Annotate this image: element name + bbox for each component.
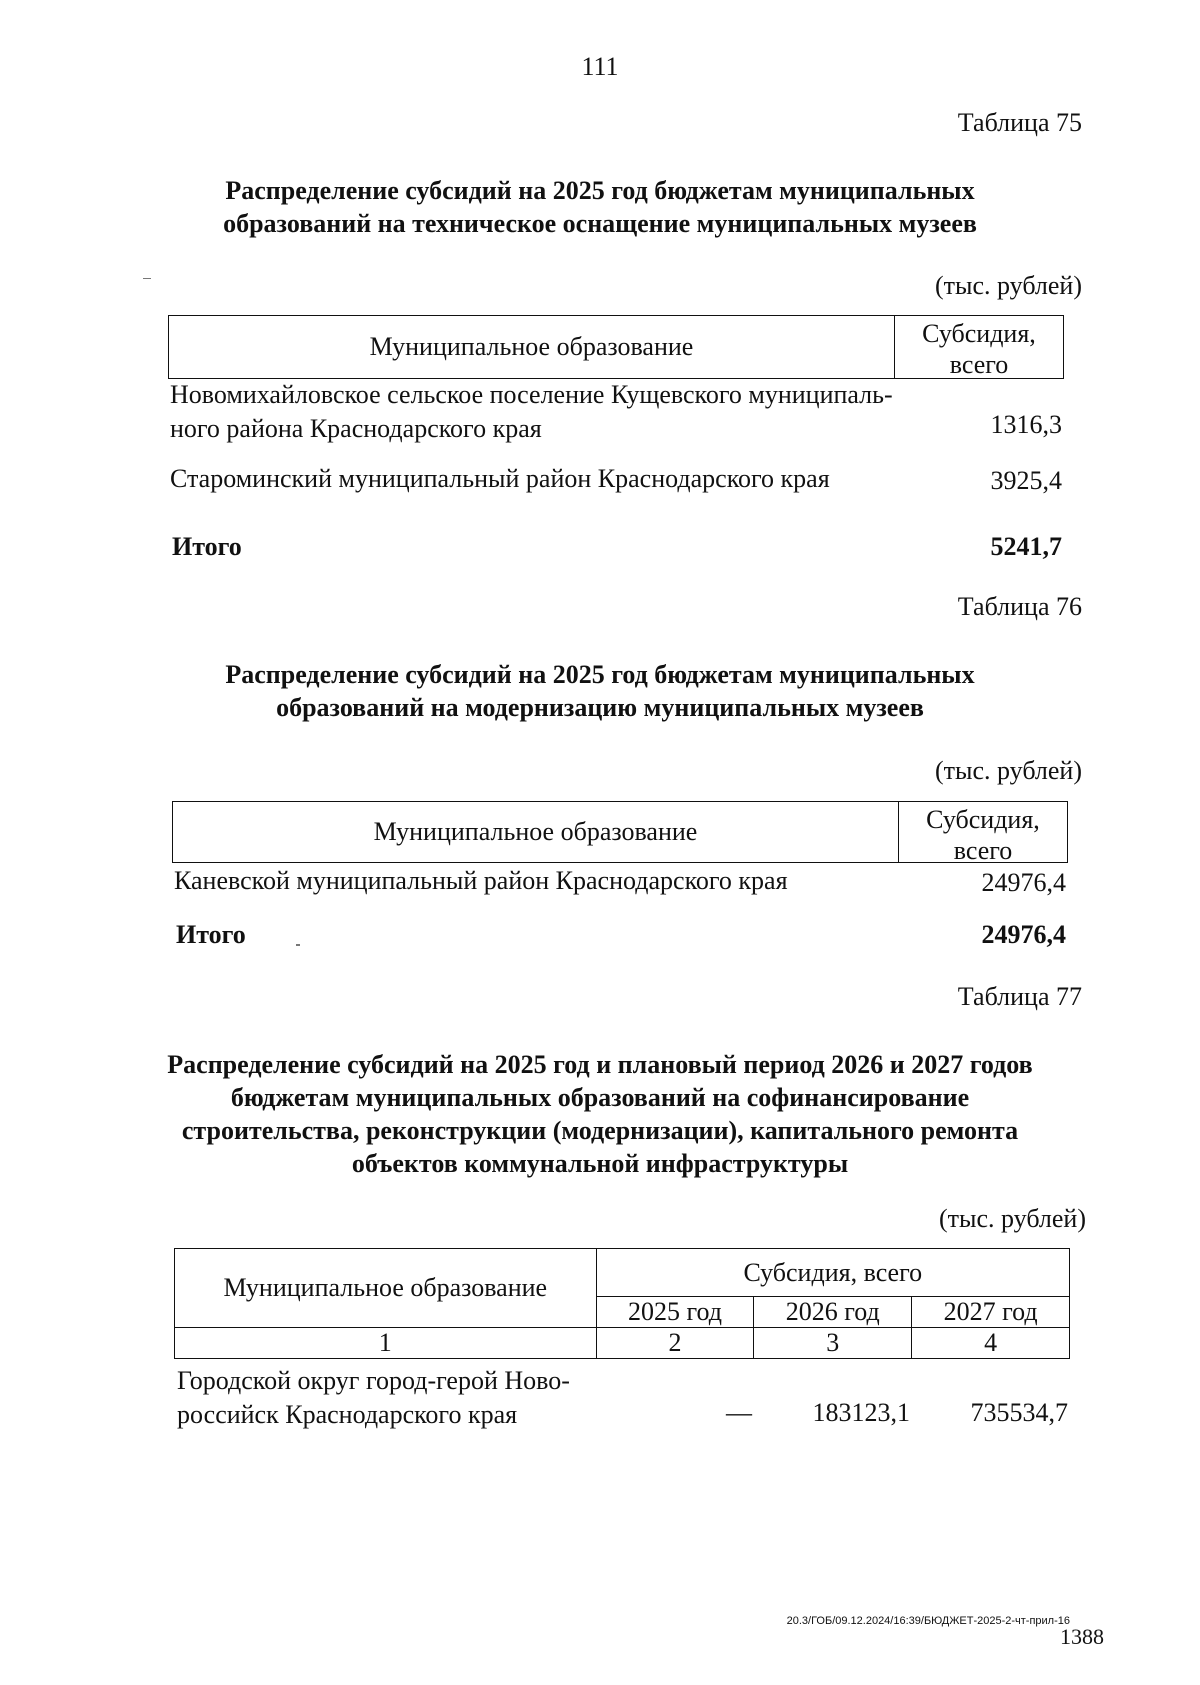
document-code: 20.3/ГОБ/09.12.2024/16:39/БЮДЖЕТ-2025-2-чт-прил-16: [786, 1615, 1070, 1627]
column-header-municipality: Муниципальное образование: [373, 817, 698, 846]
total-value: 24976,4: [981, 920, 1066, 949]
header-line: Субсидия,: [922, 319, 1036, 348]
column-header-subsidy-total: Субсидия, всего: [596, 1249, 1069, 1297]
name-line: Городской округ город-герой Ново-: [177, 1366, 570, 1395]
table-75-title: [0, 174, 1200, 240]
table-row-value: 735534,7: [970, 1398, 1068, 1427]
table-77-title: [0, 1048, 1200, 1180]
scan-mark: [296, 944, 300, 946]
table-76-title: [0, 658, 1200, 724]
table-row-name: [170, 378, 930, 446]
name-line: ного района Краснодарского края: [170, 414, 542, 443]
table-77-units: (тыс. рублей): [938, 1204, 1086, 1233]
table-76-units: (тыс. рублей): [934, 756, 1082, 785]
title-line: Распределение субсидий на 2025 год бюджетам муниципальных: [225, 660, 975, 689]
table-77-header: [174, 1248, 1070, 1359]
table-76-header: [172, 801, 1068, 863]
table-75-header: [168, 315, 1064, 379]
title-line: бюджетам муниципальных образований на софинансирование: [230, 1083, 970, 1112]
table-75-label: Таблица 75: [957, 108, 1082, 137]
table-row-value: 1316,3: [990, 410, 1062, 439]
column-header-year: 2027 год: [912, 1297, 1070, 1328]
title-line: объектов коммунальной инфраструктуры: [351, 1149, 849, 1178]
name-line: Новомихайловское сельское поселение Кущевского муниципаль-: [170, 380, 893, 409]
table-77-label: Таблица 77: [957, 982, 1082, 1011]
header-line: всего: [949, 350, 1009, 379]
column-number: 1: [175, 1328, 597, 1359]
table-row-name: [170, 462, 830, 496]
header-line: всего: [953, 836, 1013, 865]
column-header-municipality: Муниципальное образование: [175, 1249, 597, 1328]
table-row-value: 3925,4: [990, 466, 1062, 495]
table-row-value: 183123,1: [812, 1398, 910, 1427]
header-line: Субсидия,: [926, 805, 1040, 834]
column-header-municipality: Муниципальное образование: [369, 332, 694, 361]
column-number: 4: [912, 1328, 1070, 1359]
table-row-name: [174, 864, 788, 898]
title-line: строительства, реконструкции (модернизации), капитального ремонта: [181, 1116, 1019, 1145]
name-line: российск Краснодарского края: [177, 1400, 518, 1429]
total-value: 5241,7: [990, 532, 1062, 561]
document-page-number: 1388: [1060, 1624, 1104, 1649]
column-header-subsidy: [898, 802, 1067, 865]
scan-mark: [143, 278, 151, 279]
title-line: Распределение субсидий на 2025 год и плановый период 2026 и 2027 годов: [167, 1050, 1033, 1079]
table-76-label: Таблица 76: [957, 592, 1082, 621]
column-header-year: 2026 год: [754, 1297, 912, 1328]
table-row-name: [177, 1364, 607, 1432]
column-header-subsidy: [894, 316, 1063, 378]
column-number: 2: [596, 1328, 754, 1359]
title-line: образований на модернизацию муниципальных музеев: [276, 693, 924, 722]
name-line: Староминский муниципальный район Краснодарского края: [170, 464, 830, 493]
page-number: 111: [581, 52, 619, 81]
column-header-year: 2025 год: [596, 1297, 754, 1328]
title-line: образований на техническое оснащение муниципальных музеев: [223, 209, 977, 238]
title-line: Распределение субсидий на 2025 год бюджетам муниципальных: [225, 176, 975, 205]
column-number: 3: [754, 1328, 912, 1359]
total-label: Итого: [176, 920, 246, 949]
table-row-value: —: [726, 1398, 752, 1427]
total-label: Итого: [172, 532, 242, 561]
table-75-units: (тыс. рублей): [934, 271, 1082, 300]
name-line: Каневской муниципальный район Краснодарского края: [174, 866, 788, 895]
table-row-value: 24976,4: [981, 868, 1066, 897]
